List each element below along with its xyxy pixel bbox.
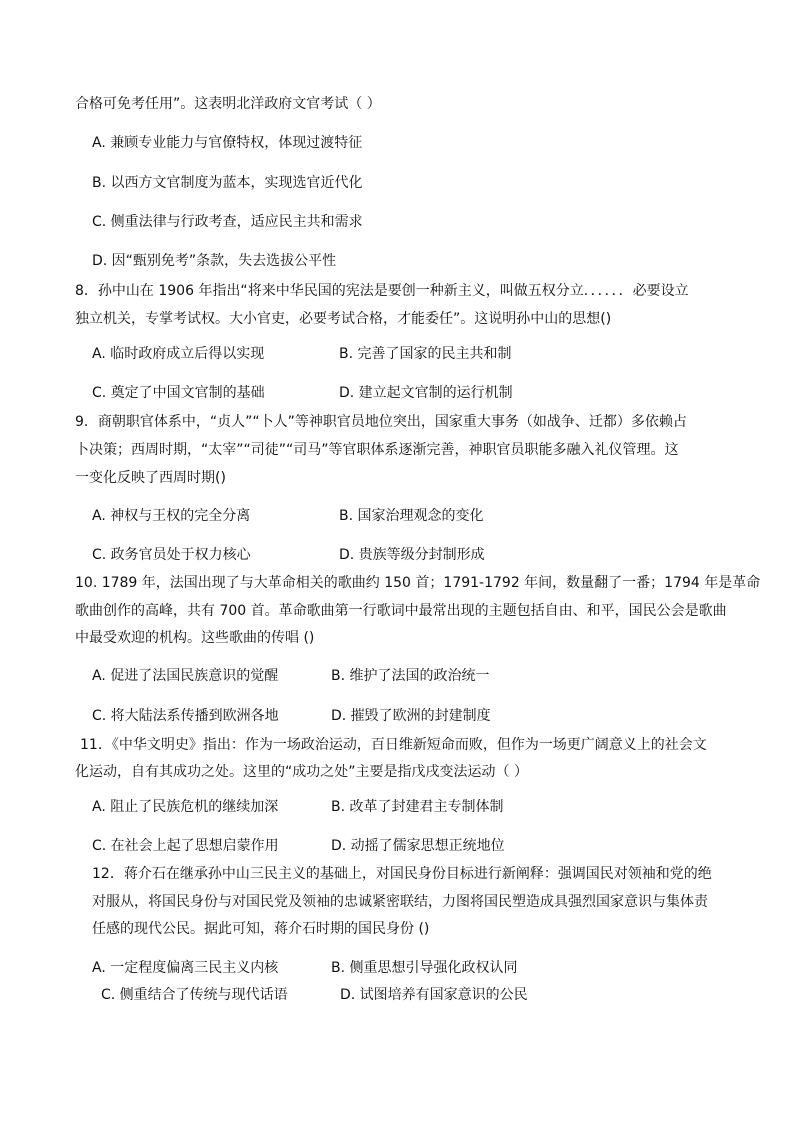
q10-option-d: D. 摧毁了欧洲的封建制度	[331, 708, 491, 724]
q10-option-a: A. 促进了法国民族意识的觉醒	[92, 668, 279, 684]
q8-option-a: A. 临时政府成立后得以实现	[92, 346, 265, 362]
q12-option-c: C. 侧重结合了传统与现代话语	[101, 987, 288, 1003]
q11-option-a: A. 阻止了民族危机的继续加深	[92, 799, 279, 815]
q11-option-c: C. 在社会上起了思想启蒙作用	[92, 838, 279, 854]
q8-stem-line-1: 8．孙中山在 1906 年指出“将来中华民国的宪法是要创一种新主义，叫做五权分立．．．．．．必要设立	[75, 283, 689, 299]
q9-option-b: B. 国家治理观念的变化	[339, 508, 484, 524]
q12-stem-line-1: 12．蒋介石在继承孙中山三民主义的基础上，对国民身份目标进行新阐释：强调国民对领袖和党的绝	[92, 866, 712, 882]
q10-stem-line-1: 10. 1789 年，法国出现了与大革命相关的歌曲约 150 首；1791-1792 年间，数量翻了一番；1794 年是革命	[75, 575, 761, 591]
q7-option-a: A. 兼顾专业能力与官僚特权，体现过渡特征	[92, 135, 363, 151]
q9-option-a: A. 神权与王权的完全分离	[92, 508, 251, 524]
q9-stem-line-1: 9．商朝职官体系中，“贞人”“卜人”等神职官员地位突出，国家重大事务（如战争、迁都）多依赖占	[75, 414, 687, 430]
q7-option-b: B. 以西方文官制度为蓝本，实现选官近代化	[92, 175, 363, 191]
q8-option-c: C. 奠定了中国文官制的基础	[92, 385, 265, 401]
q9-stem-line-3: 一变化反映了西周时期()	[75, 470, 226, 486]
q7-stem-line-1: 合格可免考任用”。这表明北洋政府文官考试（ ）	[75, 96, 381, 112]
q10-option-b: B. 维护了法国的政治统一	[331, 668, 490, 684]
q8-option-d: D. 建立起文官制的运行机制	[339, 385, 513, 401]
q12-option-b: B. 侧重思想引导强化政权认同	[331, 960, 518, 976]
q10-stem-line-2: 歌曲创作的高峰，共有 700 首。革命歌曲第一行歌词中最常出现的主题包括自由、和平，国民公会是歌曲	[75, 603, 727, 619]
q11-option-b: B. 改革了封建君主专制体制	[331, 799, 504, 815]
q11-stem-line-2: 化运动，自有其成功之处。这里的“成功之处”主要是指戊戌变法运动（ ）	[75, 764, 528, 780]
q9-option-d: D. 贵族等级分封制形成	[339, 547, 485, 563]
q11-option-d: D. 动摇了儒家思想正统地位	[331, 838, 505, 854]
q12-stem-line-2: 对服从，将国民身份与对国民党及领袖的忠诚紧密联结，力图将国民塑造成具强烈国家意识与集体责	[92, 894, 708, 910]
q7-option-c: C. 侧重法律与行政考查，适应民主共和需求	[92, 214, 363, 230]
q12-option-a: A. 一定程度偏离三民主义内核	[92, 960, 279, 976]
q12-option-d: D. 试图培养有国家意识的公民	[340, 987, 528, 1003]
q9-stem-line-2: 卜决策；西周时期，“太宰”“司徒”“司马”等官职体系逐渐完善，神职官员职能多融入礼仪管理。这	[75, 442, 679, 458]
q8-option-b: B. 完善了国家的民主共和制	[339, 346, 512, 362]
q8-stem-line-2: 独立机关，专掌考试权。大小官吏，必要考试合格，才能委任”。这说明孙中山的思想()	[75, 311, 612, 327]
q10-option-c: C. 将大陆法系传播到欧洲各地	[92, 708, 279, 724]
q11-stem-line-1: 11．《中华文明史》指出：作为一场政治运动，百日维新短命而败，但作为一场更广阔意义上的社会文	[80, 737, 707, 753]
q7-option-d: D. 因“甄别免考”条款，失去选拔公平性	[92, 253, 337, 269]
q9-option-c: C. 政务官员处于权力核心	[92, 547, 251, 563]
q10-stem-line-3: 中最受欢迎的机构。这些歌曲的传唱 ()	[75, 630, 315, 646]
q12-stem-line-3: 任感的现代公民。据此可知，蒋介石时期的国民身份 ()	[92, 921, 430, 937]
